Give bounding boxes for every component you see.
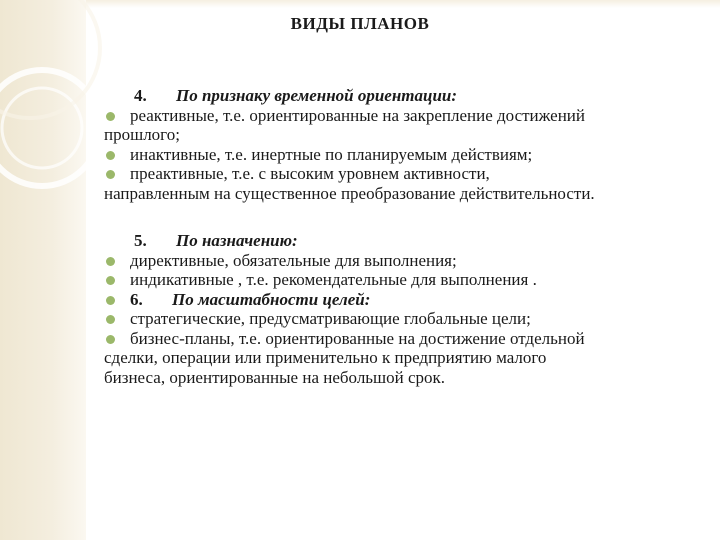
section-heading-text: По признаку временной ориентации:: [176, 86, 458, 105]
list-item-text: директивные, обязательные для выполнения;: [130, 250, 457, 270]
spacer: [104, 203, 694, 231]
section-heading-6: [104, 290, 694, 310]
section-number: 5.: [134, 231, 147, 250]
bullet-icon: [106, 315, 115, 324]
list-item: [104, 164, 694, 184]
list-item-continuation: бизнеса, ориентированные на небольшой срок.: [104, 367, 446, 387]
list-item: [104, 145, 694, 165]
slide-content: [104, 86, 694, 387]
bullet-icon: [106, 257, 115, 266]
section-number: 4.: [134, 86, 147, 105]
list-item-text: бизнес-планы, т.е. ориентированные на достижение отдельной: [130, 328, 585, 348]
list-item-text: реактивные, т.е. ориентированные на закрепление достижений: [130, 105, 586, 125]
list-item-text: стратегические, предусматривающие глобальные цели;: [130, 309, 531, 328]
bullet-icon: [106, 151, 115, 160]
list-item-continuation: направленным на существенное преобразование действительности.: [104, 183, 595, 203]
list-item: [104, 309, 694, 329]
list-item: [104, 106, 694, 126]
list-item-text: инактивные, т.е. инертные по планируемым действиям;: [130, 144, 533, 164]
list-item-text: индикативные , т.е. рекомендательные для выполнения .: [130, 270, 537, 289]
list-item-continuation: сделки, операции или применительно к предприятию малого: [104, 348, 547, 367]
section-heading-text: По масштабности целей:: [172, 289, 371, 309]
bullet-icon: [106, 296, 115, 305]
section-number: 6.: [130, 289, 143, 309]
section-heading-text: По назначению:: [176, 231, 298, 250]
list-item-text: преактивные, т.е. с высоким уровнем активности,: [130, 164, 490, 183]
decorative-top-band: [86, 0, 720, 8]
bullet-icon: [106, 276, 115, 285]
bullet-icon: [106, 170, 115, 179]
list-item: [104, 329, 694, 349]
list-item-continuation: прошлого;: [104, 125, 180, 144]
list-item: [104, 251, 694, 271]
bullet-icon: [106, 112, 115, 121]
page-title: ВИДЫ ПЛАНОВ: [290, 14, 430, 33]
list-item: [104, 270, 694, 290]
section-heading-4: [104, 86, 694, 106]
bullet-icon: [106, 335, 115, 344]
section-heading-5: [104, 231, 694, 251]
